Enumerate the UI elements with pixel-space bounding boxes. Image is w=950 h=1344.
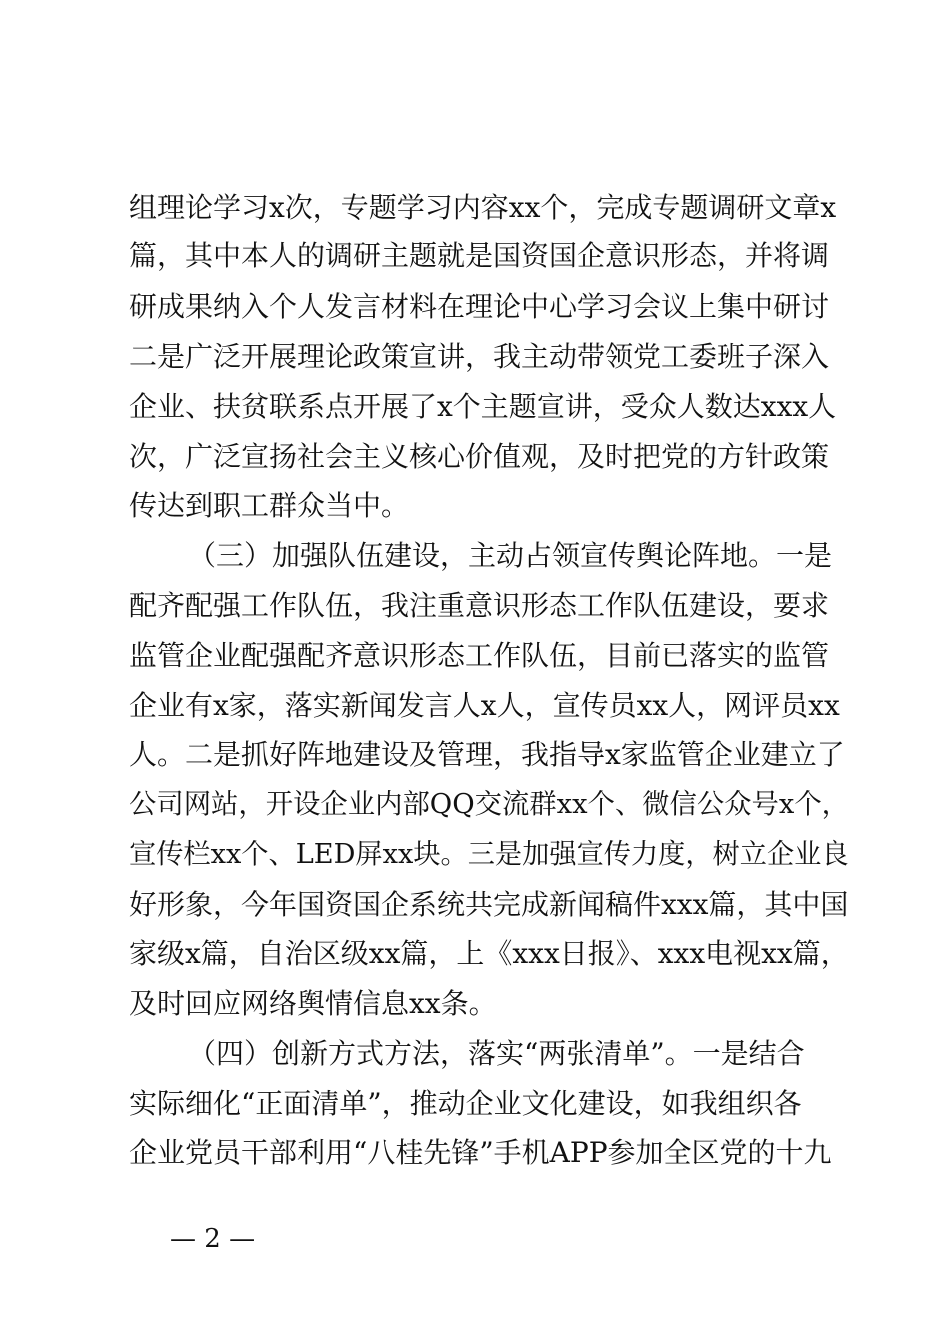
text-line: 公司网站，开设企业内部QQ交流群xx个、微信公众号x个， <box>129 789 850 820</box>
text-line: 实际细化“正面清单”，推动企业文化建设，如我组织各 <box>129 1087 802 1120</box>
text-line: 人。二是抓好阵地建设及管理，我指导x家监管企业建立了 <box>129 738 845 771</box>
text-line: 企业党员干部利用“八桂先锋”手机APP参加全区党的十九 <box>129 1136 832 1169</box>
text-line: 组理论学习x次，专题学习内容xx个，完成专题调研文章x <box>129 191 837 224</box>
text-line: 家级x篇，自治区级xx篇，上《xxx日报》、xxx电视xx篇， <box>129 937 849 970</box>
text-line: 企业、扶贫联系点开展了x个主题宣讲，受众人数达xxx人 <box>129 390 837 423</box>
text-line: 二是广泛开展理论政策宣讲，我主动带领党工委班子深入 <box>129 340 830 373</box>
text-line: 传达到职工群众当中。 <box>129 489 410 522</box>
text-line: 宣传栏xx个、LED屏xx块。三是加强宣传力度，树立企业良 <box>129 839 849 870</box>
paragraph-heading-4: （四）创新方式方法，落实“两张清单”。一是结合 <box>188 1037 805 1070</box>
text-line: 次，广泛宣扬社会主义核心价值观，及时把党的方针政策 <box>129 440 830 473</box>
text-line: 企业有x家，落实新闻发言人x人，宣传员xx人，网评员xx <box>129 689 840 722</box>
text-line: 配齐配强工作队伍，我注重意识形态工作队伍建设，要求 <box>129 589 830 622</box>
text-line: 好形象，今年国资国企系统共完成新闻稿件xxx篇，其中国 <box>129 888 849 921</box>
paragraph-heading-3: （三）加强队伍建设，主动占领宣传舆论阵地。一是 <box>188 539 833 572</box>
text-line: 篇，其中本人的调研主题就是国资国企意识形态，并将调 <box>129 239 830 272</box>
text-line: 及时回应网络舆情信息xx条。 <box>129 987 497 1020</box>
text-line: 研成果纳入个人发言材料在理论中心学习会议上集中研讨 <box>129 290 830 323</box>
page-number: — 2 — <box>170 1224 256 1254</box>
text-line: 监管企业配强配齐意识形态工作队伍，目前已落实的监管 <box>129 639 830 672</box>
